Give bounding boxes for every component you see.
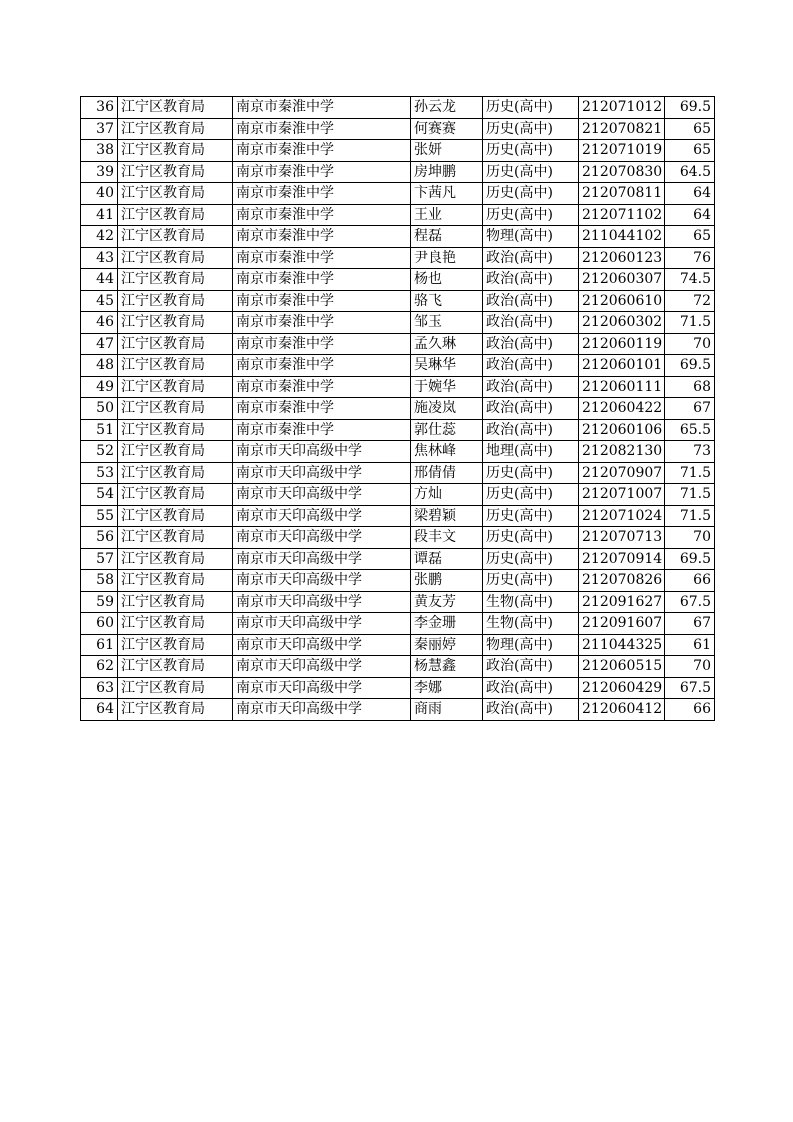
table-row xyxy=(81,548,715,570)
name-cell: 骆飞 xyxy=(411,290,483,312)
score-cell: 73 xyxy=(665,441,715,463)
bureau-cell: 江宁区教育局 xyxy=(118,505,233,527)
name-cell: 张鹏 xyxy=(411,570,483,592)
name-cell: 商雨 xyxy=(411,699,483,721)
name-cell: 谭磊 xyxy=(411,548,483,570)
school-cell: 南京市秦淮中学 xyxy=(233,312,411,334)
score-cell: 67 xyxy=(665,613,715,635)
name-cell: 梁碧颖 xyxy=(411,505,483,527)
exam-id-cell: 211044325 xyxy=(579,634,665,656)
subject-cell: 历史(高中) xyxy=(483,462,579,484)
subject-cell: 政治(高中) xyxy=(483,269,579,291)
row-number-cell: 36 xyxy=(81,97,118,119)
subject-cell: 生物(高中) xyxy=(483,591,579,613)
school-cell: 南京市秦淮中学 xyxy=(233,183,411,205)
bureau-cell: 江宁区教育局 xyxy=(118,204,233,226)
exam-id-cell: 212070826 xyxy=(579,570,665,592)
school-cell: 南京市天印高级中学 xyxy=(233,527,411,549)
score-cell: 65 xyxy=(665,118,715,140)
name-cell: 秦丽婷 xyxy=(411,634,483,656)
name-cell: 王业 xyxy=(411,204,483,226)
row-number-cell: 61 xyxy=(81,634,118,656)
subject-cell: 历史(高中) xyxy=(483,183,579,205)
subject-cell: 历史(高中) xyxy=(483,484,579,506)
table-row xyxy=(81,290,715,312)
school-cell: 南京市秦淮中学 xyxy=(233,97,411,119)
exam-id-cell: 212070830 xyxy=(579,161,665,183)
score-cell: 66 xyxy=(665,570,715,592)
subject-cell: 历史(高中) xyxy=(483,97,579,119)
bureau-cell: 江宁区教育局 xyxy=(118,333,233,355)
subject-cell: 物理(高中) xyxy=(483,634,579,656)
row-number-cell: 57 xyxy=(81,548,118,570)
subject-cell: 地理(高中) xyxy=(483,441,579,463)
row-number-cell: 56 xyxy=(81,527,118,549)
exam-id-cell: 212060429 xyxy=(579,677,665,699)
table-row xyxy=(81,505,715,527)
score-cell: 67.5 xyxy=(665,591,715,613)
row-number-cell: 55 xyxy=(81,505,118,527)
row-number-cell: 59 xyxy=(81,591,118,613)
table-body xyxy=(81,97,715,721)
exam-id-cell: 212060111 xyxy=(579,376,665,398)
row-number-cell: 51 xyxy=(81,419,118,441)
score-cell: 61 xyxy=(665,634,715,656)
table-row xyxy=(81,269,715,291)
table-row xyxy=(81,527,715,549)
bureau-cell: 江宁区教育局 xyxy=(118,656,233,678)
school-cell: 南京市天印高级中学 xyxy=(233,613,411,635)
name-cell: 李娜 xyxy=(411,677,483,699)
name-cell: 郭仕蕊 xyxy=(411,419,483,441)
table-row xyxy=(81,634,715,656)
name-cell: 黄友芳 xyxy=(411,591,483,613)
bureau-cell: 江宁区教育局 xyxy=(118,183,233,205)
name-cell: 张妍 xyxy=(411,140,483,162)
school-cell: 南京市天印高级中学 xyxy=(233,484,411,506)
name-cell: 方灿 xyxy=(411,484,483,506)
bureau-cell: 江宁区教育局 xyxy=(118,226,233,248)
table-row xyxy=(81,161,715,183)
subject-cell: 政治(高中) xyxy=(483,355,579,377)
score-cell: 67 xyxy=(665,398,715,420)
table-row xyxy=(81,140,715,162)
name-cell: 于婉华 xyxy=(411,376,483,398)
row-number-cell: 48 xyxy=(81,355,118,377)
exam-id-cell: 212060106 xyxy=(579,419,665,441)
bureau-cell: 江宁区教育局 xyxy=(118,118,233,140)
score-cell: 65.5 xyxy=(665,419,715,441)
bureau-cell: 江宁区教育局 xyxy=(118,355,233,377)
bureau-cell: 江宁区教育局 xyxy=(118,140,233,162)
row-number-cell: 42 xyxy=(81,226,118,248)
bureau-cell: 江宁区教育局 xyxy=(118,161,233,183)
exam-id-cell: 212060515 xyxy=(579,656,665,678)
exam-id-cell: 212070914 xyxy=(579,548,665,570)
bureau-cell: 江宁区教育局 xyxy=(118,247,233,269)
row-number-cell: 41 xyxy=(81,204,118,226)
score-cell: 64 xyxy=(665,183,715,205)
subject-cell: 政治(高中) xyxy=(483,312,579,334)
name-cell: 邹玉 xyxy=(411,312,483,334)
row-number-cell: 38 xyxy=(81,140,118,162)
exam-id-cell: 212060307 xyxy=(579,269,665,291)
table-row xyxy=(81,613,715,635)
bureau-cell: 江宁区教育局 xyxy=(118,441,233,463)
bureau-cell: 江宁区教育局 xyxy=(118,376,233,398)
school-cell: 南京市秦淮中学 xyxy=(233,247,411,269)
score-cell: 67.5 xyxy=(665,677,715,699)
bureau-cell: 江宁区教育局 xyxy=(118,97,233,119)
table-row xyxy=(81,677,715,699)
school-cell: 南京市天印高级中学 xyxy=(233,505,411,527)
table-row xyxy=(81,398,715,420)
exam-id-cell: 212070907 xyxy=(579,462,665,484)
score-cell: 66 xyxy=(665,699,715,721)
school-cell: 南京市秦淮中学 xyxy=(233,269,411,291)
score-cell: 71.5 xyxy=(665,505,715,527)
subject-cell: 政治(高中) xyxy=(483,699,579,721)
school-cell: 南京市天印高级中学 xyxy=(233,441,411,463)
score-cell: 71.5 xyxy=(665,462,715,484)
score-cell: 70 xyxy=(665,656,715,678)
subject-cell: 历史(高中) xyxy=(483,570,579,592)
school-cell: 南京市秦淮中学 xyxy=(233,140,411,162)
school-cell: 南京市秦淮中学 xyxy=(233,290,411,312)
school-cell: 南京市秦淮中学 xyxy=(233,161,411,183)
exam-id-cell: 212071019 xyxy=(579,140,665,162)
name-cell: 程磊 xyxy=(411,226,483,248)
subject-cell: 政治(高中) xyxy=(483,376,579,398)
row-number-cell: 43 xyxy=(81,247,118,269)
score-cell: 69.5 xyxy=(665,548,715,570)
exam-id-cell: 212060412 xyxy=(579,699,665,721)
row-number-cell: 50 xyxy=(81,398,118,420)
name-cell: 吴琳华 xyxy=(411,355,483,377)
subject-cell: 政治(高中) xyxy=(483,677,579,699)
row-number-cell: 54 xyxy=(81,484,118,506)
name-cell: 杨也 xyxy=(411,269,483,291)
table-row xyxy=(81,484,715,506)
row-number-cell: 60 xyxy=(81,613,118,635)
school-cell: 南京市秦淮中学 xyxy=(233,226,411,248)
subject-cell: 政治(高中) xyxy=(483,656,579,678)
row-number-cell: 37 xyxy=(81,118,118,140)
table-row xyxy=(81,462,715,484)
bureau-cell: 江宁区教育局 xyxy=(118,484,233,506)
score-cell: 69.5 xyxy=(665,355,715,377)
exam-id-cell: 212070713 xyxy=(579,527,665,549)
row-number-cell: 63 xyxy=(81,677,118,699)
name-cell: 邢倩倩 xyxy=(411,462,483,484)
subject-cell: 生物(高中) xyxy=(483,613,579,635)
exam-id-cell: 212060422 xyxy=(579,398,665,420)
score-cell: 69.5 xyxy=(665,97,715,119)
exam-id-cell: 212071024 xyxy=(579,505,665,527)
table-row xyxy=(81,441,715,463)
subject-cell: 历史(高中) xyxy=(483,161,579,183)
bureau-cell: 江宁区教育局 xyxy=(118,677,233,699)
table-row xyxy=(81,355,715,377)
school-cell: 南京市秦淮中学 xyxy=(233,333,411,355)
table-row xyxy=(81,699,715,721)
exam-id-cell: 211044102 xyxy=(579,226,665,248)
row-number-cell: 47 xyxy=(81,333,118,355)
subject-cell: 历史(高中) xyxy=(483,527,579,549)
subject-cell: 历史(高中) xyxy=(483,548,579,570)
table-row xyxy=(81,591,715,613)
exam-id-cell: 212071012 xyxy=(579,97,665,119)
exam-id-cell: 212091627 xyxy=(579,591,665,613)
school-cell: 南京市天印高级中学 xyxy=(233,677,411,699)
bureau-cell: 江宁区教育局 xyxy=(118,699,233,721)
subject-cell: 政治(高中) xyxy=(483,290,579,312)
score-cell: 72 xyxy=(665,290,715,312)
name-cell: 施凌岚 xyxy=(411,398,483,420)
subject-cell: 政治(高中) xyxy=(483,247,579,269)
table-row xyxy=(81,118,715,140)
subject-cell: 历史(高中) xyxy=(483,204,579,226)
bureau-cell: 江宁区教育局 xyxy=(118,527,233,549)
exam-id-cell: 212070821 xyxy=(579,118,665,140)
school-cell: 南京市天印高级中学 xyxy=(233,634,411,656)
bureau-cell: 江宁区教育局 xyxy=(118,419,233,441)
exam-id-cell: 212071007 xyxy=(579,484,665,506)
bureau-cell: 江宁区教育局 xyxy=(118,591,233,613)
table-row xyxy=(81,183,715,205)
row-number-cell: 46 xyxy=(81,312,118,334)
results-table xyxy=(80,96,715,721)
table-row xyxy=(81,333,715,355)
row-number-cell: 40 xyxy=(81,183,118,205)
score-cell: 76 xyxy=(665,247,715,269)
row-number-cell: 64 xyxy=(81,699,118,721)
exam-id-cell: 212060119 xyxy=(579,333,665,355)
row-number-cell: 62 xyxy=(81,656,118,678)
name-cell: 卞茜凡 xyxy=(411,183,483,205)
school-cell: 南京市天印高级中学 xyxy=(233,548,411,570)
name-cell: 孙云龙 xyxy=(411,97,483,119)
bureau-cell: 江宁区教育局 xyxy=(118,548,233,570)
score-cell: 68 xyxy=(665,376,715,398)
bureau-cell: 江宁区教育局 xyxy=(118,570,233,592)
subject-cell: 历史(高中) xyxy=(483,118,579,140)
table-row xyxy=(81,312,715,334)
school-cell: 南京市天印高级中学 xyxy=(233,699,411,721)
bureau-cell: 江宁区教育局 xyxy=(118,269,233,291)
name-cell: 段丰文 xyxy=(411,527,483,549)
school-cell: 南京市秦淮中学 xyxy=(233,376,411,398)
bureau-cell: 江宁区教育局 xyxy=(118,462,233,484)
school-cell: 南京市天印高级中学 xyxy=(233,656,411,678)
bureau-cell: 江宁区教育局 xyxy=(118,312,233,334)
exam-id-cell: 212060610 xyxy=(579,290,665,312)
score-cell: 64.5 xyxy=(665,161,715,183)
table-row xyxy=(81,247,715,269)
table-row xyxy=(81,656,715,678)
school-cell: 南京市秦淮中学 xyxy=(233,398,411,420)
subject-cell: 历史(高中) xyxy=(483,140,579,162)
subject-cell: 历史(高中) xyxy=(483,505,579,527)
subject-cell: 政治(高中) xyxy=(483,419,579,441)
exam-id-cell: 212060101 xyxy=(579,355,665,377)
table-row xyxy=(81,376,715,398)
row-number-cell: 44 xyxy=(81,269,118,291)
name-cell: 何赛赛 xyxy=(411,118,483,140)
name-cell: 焦林峰 xyxy=(411,441,483,463)
row-number-cell: 45 xyxy=(81,290,118,312)
row-number-cell: 49 xyxy=(81,376,118,398)
score-cell: 70 xyxy=(665,527,715,549)
name-cell: 尹良艳 xyxy=(411,247,483,269)
school-cell: 南京市秦淮中学 xyxy=(233,204,411,226)
score-cell: 71.5 xyxy=(665,484,715,506)
subject-cell: 政治(高中) xyxy=(483,333,579,355)
school-cell: 南京市天印高级中学 xyxy=(233,462,411,484)
bureau-cell: 江宁区教育局 xyxy=(118,290,233,312)
row-number-cell: 52 xyxy=(81,441,118,463)
exam-id-cell: 212091607 xyxy=(579,613,665,635)
name-cell: 孟久琳 xyxy=(411,333,483,355)
subject-cell: 物理(高中) xyxy=(483,226,579,248)
school-cell: 南京市秦淮中学 xyxy=(233,118,411,140)
name-cell: 杨慧鑫 xyxy=(411,656,483,678)
subject-cell: 政治(高中) xyxy=(483,398,579,420)
name-cell: 李金珊 xyxy=(411,613,483,635)
score-cell: 70 xyxy=(665,333,715,355)
exam-id-cell: 212071102 xyxy=(579,204,665,226)
school-cell: 南京市天印高级中学 xyxy=(233,591,411,613)
bureau-cell: 江宁区教育局 xyxy=(118,613,233,635)
bureau-cell: 江宁区教育局 xyxy=(118,398,233,420)
row-number-cell: 39 xyxy=(81,161,118,183)
school-cell: 南京市秦淮中学 xyxy=(233,419,411,441)
name-cell: 房坤鹏 xyxy=(411,161,483,183)
score-cell: 71.5 xyxy=(665,312,715,334)
row-number-cell: 58 xyxy=(81,570,118,592)
exam-id-cell: 212060302 xyxy=(579,312,665,334)
row-number-cell: 53 xyxy=(81,462,118,484)
table-row xyxy=(81,570,715,592)
exam-id-cell: 212082130 xyxy=(579,441,665,463)
score-cell: 65 xyxy=(665,140,715,162)
school-cell: 南京市秦淮中学 xyxy=(233,355,411,377)
exam-id-cell: 212060123 xyxy=(579,247,665,269)
table-row xyxy=(81,204,715,226)
score-cell: 74.5 xyxy=(665,269,715,291)
table-row xyxy=(81,97,715,119)
exam-id-cell: 212070811 xyxy=(579,183,665,205)
score-cell: 65 xyxy=(665,226,715,248)
bureau-cell: 江宁区教育局 xyxy=(118,634,233,656)
school-cell: 南京市天印高级中学 xyxy=(233,570,411,592)
table-row xyxy=(81,226,715,248)
table-row xyxy=(81,419,715,441)
score-cell: 64 xyxy=(665,204,715,226)
